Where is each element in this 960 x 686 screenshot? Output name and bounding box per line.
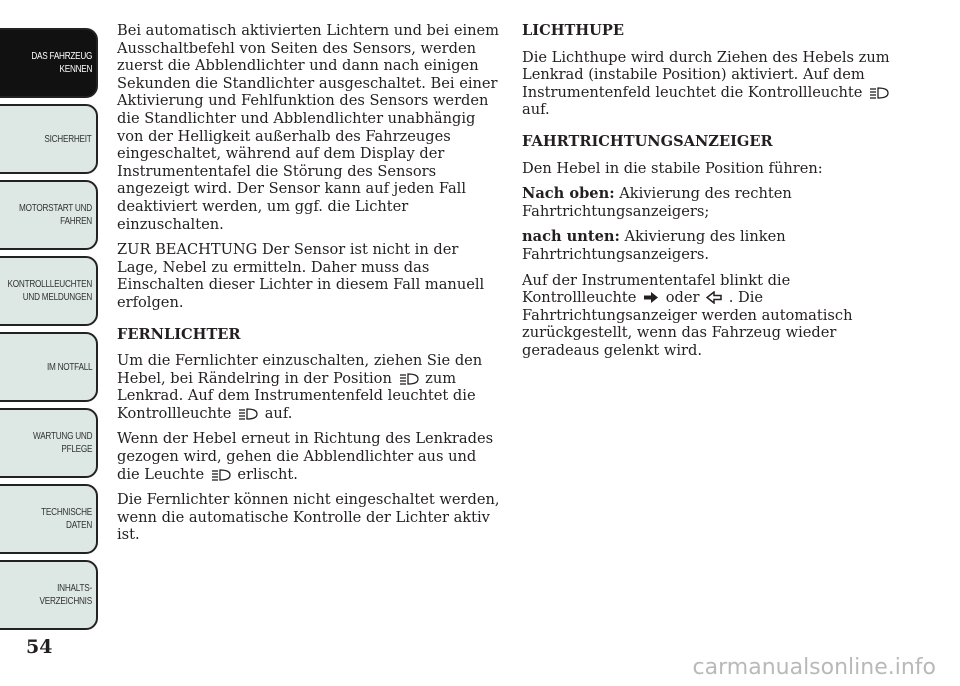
tab-label: DAS FAHRZEUG KENNEN bbox=[31, 51, 92, 75]
paragraph: nach unten: Akivierung des linken Fahrtrichtungsanzeigers. bbox=[522, 228, 786, 263]
paragraph: Bei automatisch aktivierten Lichtern und bei einem Ausschaltbefehl von Seiten des Sensors, werden zuerst die Abblendlichter und dann nach einigen Sekunden die Standlichter ausgeschaltet. Bei einer Aktivierung und Fehlfunktion des Sensors werden die Standlichter und Abblendlichter unabhängig von der Helligkeit außerhalb des Fahrzeuges eingeschaltet, während auf dem Display der Instrumententafel die Störung des Sensors angezeigt wird. Der Sensor kann auf jeden Fall deaktiviert werden, um ggf. die Lichter einzuschalten. bbox=[117, 22, 500, 233]
tab-wartung-und-pflege[interactable] bbox=[0, 408, 98, 478]
text-column-left bbox=[117, 22, 502, 552]
high-beam-icon bbox=[211, 469, 231, 481]
tab-im-notfall[interactable] bbox=[0, 332, 98, 402]
page-number: 54 bbox=[26, 636, 53, 658]
paragraph: Die Lichthupe wird durch Ziehen des Hebels zum Lenkrad (instabile Position) aktiviert. Auf dem Instrumentenfeld leuchtet die Kontrollleuchte auf. bbox=[522, 48, 890, 119]
paragraph: Nach oben: Akivierung des rechten Fahrtrichtungsanzeigers; bbox=[522, 185, 792, 220]
tab-technische-daten[interactable] bbox=[0, 484, 98, 554]
sidebar bbox=[0, 0, 100, 640]
high-beam-icon bbox=[238, 408, 258, 420]
note-paragraph: ZUR BEACHTUNG Der Sensor ist nicht in der Lage, Nebel zu ermitteln. Daher muss das Einschalten dieser Lichter in diesem Fall manuell erfolgen. bbox=[117, 241, 485, 311]
tab-label: WARTUNG UND PFLEGE bbox=[32, 431, 92, 455]
tab-label: IM NOTFALL bbox=[46, 361, 92, 373]
section-heading-lichthupe: LICHTHUPE bbox=[522, 22, 624, 39]
tab-label: TECHNISCHE DATEN bbox=[41, 507, 92, 531]
paragraph: Die Fernlichter können nicht eingeschaltet werden, wenn die automatische Kontrolle der Lichter aktiv ist. bbox=[117, 491, 500, 544]
high-beam-icon bbox=[399, 373, 419, 385]
tab-sicherheit[interactable] bbox=[0, 104, 98, 174]
tab-label: INHALTS- VERZEICHNIS bbox=[39, 583, 92, 607]
paragraph: Auf der Instrumententafel blinkt die Kontrollleuchte oder . Die Fahrtrichtungsanzeiger werden automatisch zurückgestellt, wenn das Fahrzeug wieder geradeaus gelenkt wird. bbox=[522, 271, 853, 359]
tab-label: SICHERHEIT bbox=[44, 133, 92, 145]
paragraph: Den Hebel in die stabile Position führen: bbox=[522, 159, 823, 177]
paragraph: Um die Fernlichter einzuschalten, ziehen Sie den Hebel, bei Rändelring in der Position zum Lenkrad. Auf dem Instrumentenfeld leuchtet die Kontrollleuchte auf. bbox=[117, 352, 483, 422]
tab-motorstart-und-fahren[interactable] bbox=[0, 180, 98, 250]
turn-right-icon bbox=[643, 291, 659, 304]
tab-label: KONTROLLLEUCHTEN UND MELDUNGEN bbox=[7, 279, 92, 303]
paragraph: Wenn der Hebel erneut in Richtung des Lenkrades gezogen wird, gehen die Abblendlichter aus und die Leuchte erlischt. bbox=[117, 430, 494, 483]
section-heading-fernlichter: FERNLICHTER bbox=[117, 325, 241, 343]
tab-inhaltsverzeichnis[interactable] bbox=[0, 560, 98, 630]
turn-left-icon bbox=[706, 291, 722, 304]
tab-das-fahrzeug-kennen[interactable] bbox=[0, 28, 98, 98]
high-beam-icon bbox=[869, 87, 889, 99]
tab-kontrollleuchten-und-meldungen[interactable] bbox=[0, 256, 98, 326]
tab-label: MOTORSTART UND FAHREN bbox=[19, 203, 92, 227]
section-heading-fahrtrichtungsanzeiger: FAHRTRICHTUNGSANZEIGER bbox=[522, 132, 773, 150]
watermark: carmanualsonline.info bbox=[692, 655, 936, 680]
text-column-right bbox=[522, 22, 902, 368]
